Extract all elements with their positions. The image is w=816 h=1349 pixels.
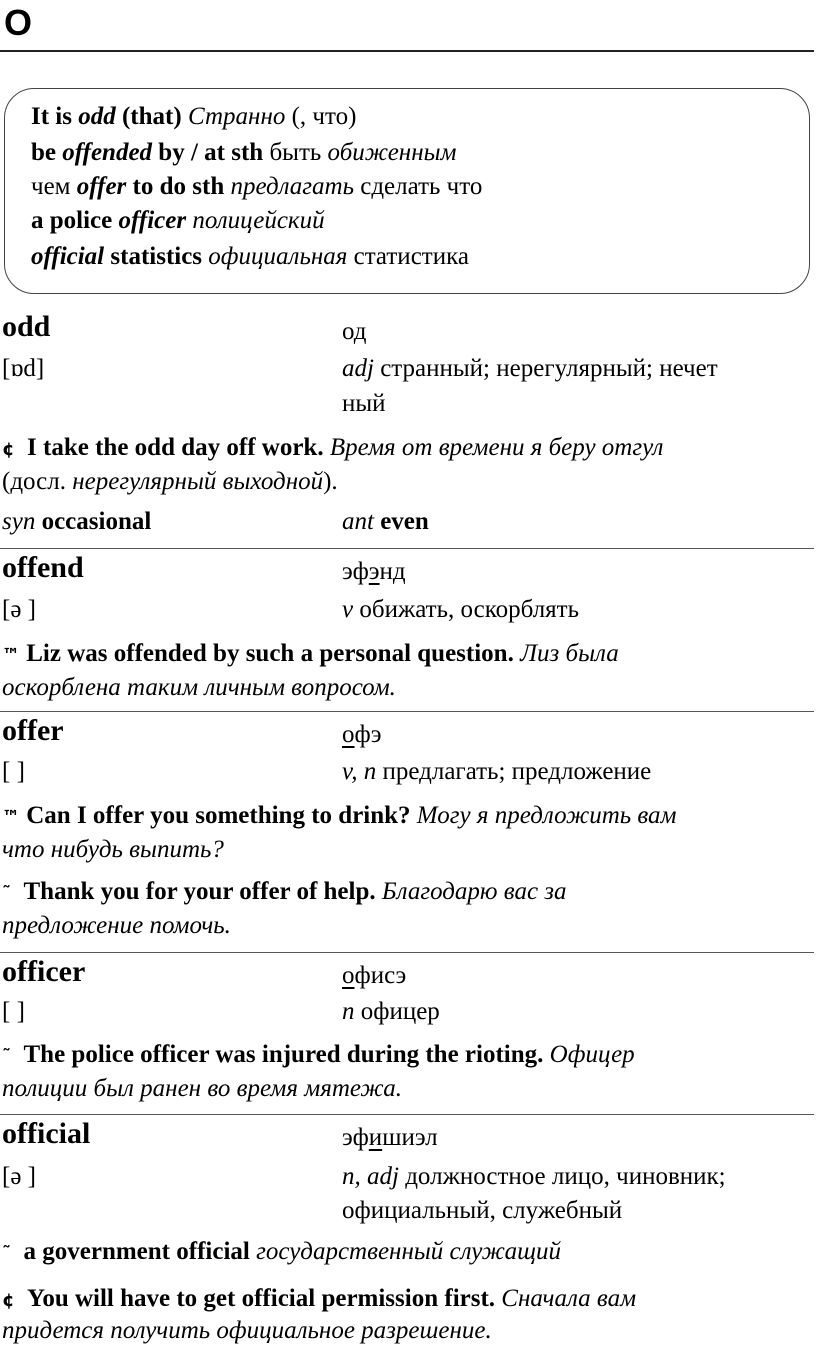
meaning-text: должностное лицо, чиновник; <box>398 1163 726 1190</box>
pron-part: фисэ <box>354 962 407 989</box>
pos-label: n, adj <box>342 1163 399 1190</box>
phrase-run: to do sth <box>126 173 225 200</box>
example-marker-icon: ¢ <box>2 1290 15 1311</box>
pron-stress: э <box>368 558 380 585</box>
example-official-1 <box>2 1238 561 1266</box>
synonym-odd <box>2 508 151 536</box>
phrase-run: предлагать <box>224 173 354 200</box>
ant-label: ant <box>342 508 374 535</box>
example-ru: государственный служащий <box>249 1238 561 1265</box>
example-official-2-cont: придется получить официальное разрешение. <box>2 1317 492 1344</box>
phrase-line <box>31 243 469 271</box>
pos-label: adj <box>342 355 374 382</box>
phrase-line <box>31 139 457 167</box>
phrase-run: It is <box>31 103 79 130</box>
example-odd-1-cont <box>2 468 338 496</box>
phrase-line <box>31 173 482 201</box>
example-ru: Сначала вам <box>495 1285 637 1312</box>
example-ru: Лиз была <box>513 640 619 667</box>
pos-label: n <box>342 998 355 1025</box>
transcription-odd: [ɒd] <box>2 355 45 382</box>
meaning-text: офицер <box>354 998 440 1025</box>
note-suffix: ). <box>323 468 338 495</box>
pronunciation-offend <box>342 558 406 586</box>
example-en: Liz was offended by such a personal question. <box>26 640 514 667</box>
pron-part: нд <box>379 558 406 585</box>
entry-divider <box>0 711 814 712</box>
definition-offend <box>342 596 579 624</box>
phrase-run: a police <box>31 207 119 234</box>
pron-stress: и <box>368 1124 383 1151</box>
transcription-offend: [ə ] <box>2 596 36 623</box>
example-marker-icon: ¢ <box>2 439 15 460</box>
entry-divider <box>0 548 814 549</box>
definition-official <box>342 1163 726 1191</box>
section-letter: O <box>4 2 33 43</box>
example-ru: Благодарю вас за <box>375 878 567 905</box>
phrase-run: статистика <box>347 243 469 270</box>
phrase-line <box>31 207 325 235</box>
example-en: Can I offer you something to drink? <box>26 802 411 829</box>
example-marker-icon: ˜ <box>2 1046 11 1067</box>
example-ru: Могу я предложить вам <box>410 802 677 829</box>
example-marker-icon: ™ <box>2 807 20 828</box>
syn-word: occasional <box>35 508 152 535</box>
meaning-text: обижать, оскорблять <box>353 596 580 623</box>
phrase-run: by / at sth <box>152 139 264 166</box>
phrase-run: official <box>31 243 105 270</box>
example-marker-icon: ™ <box>2 645 20 666</box>
pronunciation-odd: од <box>342 318 367 345</box>
example-offer-2 <box>2 878 567 906</box>
example-official-2 <box>2 1285 636 1313</box>
definition-offer <box>342 758 651 786</box>
meaning-text: странный; нерегулярный; нечет <box>373 355 718 382</box>
pron-part: шиэл <box>382 1124 438 1151</box>
phrase-run: offended <box>62 139 153 166</box>
example-offer-2-cont: предложение помочь. <box>2 912 231 939</box>
phrase-box <box>4 88 810 294</box>
phrase-run: полицейский <box>186 207 325 234</box>
pron-stress: о <box>342 962 355 989</box>
example-en: The police officer was injured during the rioting. <box>23 1041 544 1068</box>
definition-officer <box>342 998 440 1026</box>
example-officer-1 <box>2 1041 635 1069</box>
example-offend-1-cont: оскорблена таким личным вопросом. <box>2 674 396 701</box>
definition-official-cont: официальный, служебный <box>342 1197 623 1224</box>
headword-official: official <box>2 1117 91 1150</box>
example-en: I take the odd day off work. <box>27 434 324 461</box>
entry-divider <box>0 952 814 953</box>
phrase-run: officer <box>118 207 187 234</box>
example-offer-1-cont: что нибудь выпить? <box>2 836 224 863</box>
example-marker-icon: ˜ <box>2 883 11 904</box>
pronunciation-official <box>342 1124 438 1152</box>
pron-part: эф <box>342 1124 369 1151</box>
phrase-run: быть <box>263 139 328 166</box>
example-officer-1-cont: полиции был ранен во время мятежа. <box>2 1075 403 1102</box>
note-text: нерегулярный выходной <box>72 468 324 495</box>
pronunciation-officer <box>342 962 406 990</box>
phrase-line <box>31 103 356 131</box>
transcription-official: [ə ] <box>2 1163 36 1190</box>
example-marker-icon: ˜ <box>2 1243 11 1264</box>
example-en: Thank you for your offer of help. <box>23 878 376 905</box>
phrase-run: сделать что <box>353 173 483 200</box>
headword-offer: offer <box>2 714 64 747</box>
entry-divider <box>0 1114 814 1115</box>
phrase-run: обиженным <box>327 139 457 166</box>
pron-part: фэ <box>354 721 382 748</box>
phrase-run: (, что) <box>285 103 357 130</box>
phrase-run: Странно <box>187 103 286 130</box>
phrase-run: odd <box>78 103 116 130</box>
transcription-officer: [ ] <box>2 998 25 1025</box>
transcription-offer: [ ] <box>2 758 25 785</box>
ant-word: even <box>373 508 429 535</box>
phrase-run: официальная <box>202 243 348 270</box>
pronunciation-offer <box>342 721 381 749</box>
example-ru: Время от времени я беру отгул <box>323 434 664 461</box>
phrase-run: чем <box>31 173 77 200</box>
example-en: You will have to get official permission first. <box>27 1285 496 1312</box>
headword-officer: officer <box>2 955 86 988</box>
antonym-odd <box>342 508 429 536</box>
phrase-run: be <box>31 139 63 166</box>
definition-odd-cont: ный <box>342 390 386 417</box>
syn-label: syn <box>2 508 36 535</box>
phrase-run: (that) <box>115 103 188 130</box>
phrase-run: statistics <box>104 243 203 270</box>
header-rule <box>0 50 814 52</box>
meaning-text: предлагать; предложение <box>376 758 652 785</box>
example-offer-1 <box>2 802 677 830</box>
example-ru: Офицер <box>543 1041 635 1068</box>
pron-stress: о <box>342 721 355 748</box>
example-en: a government official <box>23 1238 250 1265</box>
phrase-run: offer <box>76 173 127 200</box>
headword-odd: odd <box>2 310 51 343</box>
example-odd-1 <box>2 434 663 462</box>
pos-label: v, n <box>342 758 377 785</box>
note-prefix: (досл. <box>2 468 73 495</box>
headword-offend: offend <box>2 551 84 584</box>
example-offend-1 <box>2 640 619 668</box>
pron-part: эф <box>342 558 369 585</box>
definition-odd <box>342 355 718 383</box>
pos-label: v <box>342 596 354 623</box>
